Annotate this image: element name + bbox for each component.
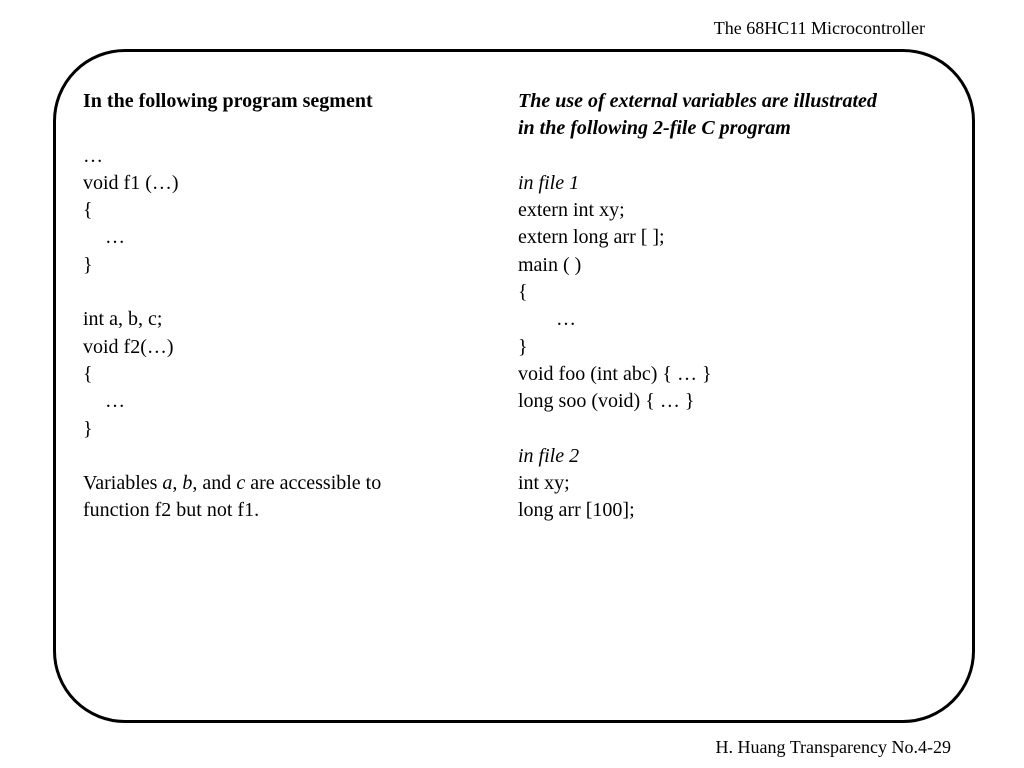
left-column [83,88,483,525]
blank-line [83,115,483,142]
code-line: extern long arr [ ]; [518,226,665,249]
code-line: long arr [100]; [518,499,635,522]
blank-line [518,143,948,170]
right-heading-line-2: in the following 2-file C program [518,117,791,140]
code-line: void foo (int abc) { … } [518,362,712,385]
code-line: int xy; [518,472,570,495]
var-c: c [236,472,246,495]
code-line: … [105,390,125,413]
code-line: extern int xy; [518,199,625,222]
code-line: } [83,253,93,276]
header-title: The 68HC11 Microcontroller [713,18,925,38]
note-prefix: Variables [83,472,163,495]
code-line: int a, b, c; [83,308,163,331]
right-heading-line-1: The use of external variables are illustrated [518,90,877,112]
code-line: … [105,226,125,249]
code-line: … [83,144,103,167]
footer-credit: H. Huang Transparency No.4-29 [715,737,951,757]
left-heading: In the following program segment [83,90,373,112]
code-line: } [83,417,93,440]
code-line: { [83,362,93,385]
note-suffix: are accessible to [245,472,382,495]
note-line-1 [83,470,483,497]
code-line: long soo (void) { … } [518,390,695,413]
var-a: a [162,472,173,495]
file2-label: in file 2 [518,444,580,467]
blank-line [518,416,948,443]
code-line: { [83,199,93,222]
note-sep2: , and [192,472,237,495]
file1-label: in file 1 [518,171,580,194]
right-column [518,88,948,525]
code-line: void f1 (…) [83,171,179,194]
note-line-2: function f2 but not f1. [83,499,260,522]
note-sep1: , [172,472,183,495]
blank-line [83,443,483,470]
code-line: } [518,335,528,358]
code-line: main ( ) [518,253,582,276]
code-line: void f2(…) [83,335,174,358]
code-line [83,279,483,306]
code-line: … [556,308,576,331]
code-line: { [518,281,528,304]
var-b: b [182,472,193,495]
